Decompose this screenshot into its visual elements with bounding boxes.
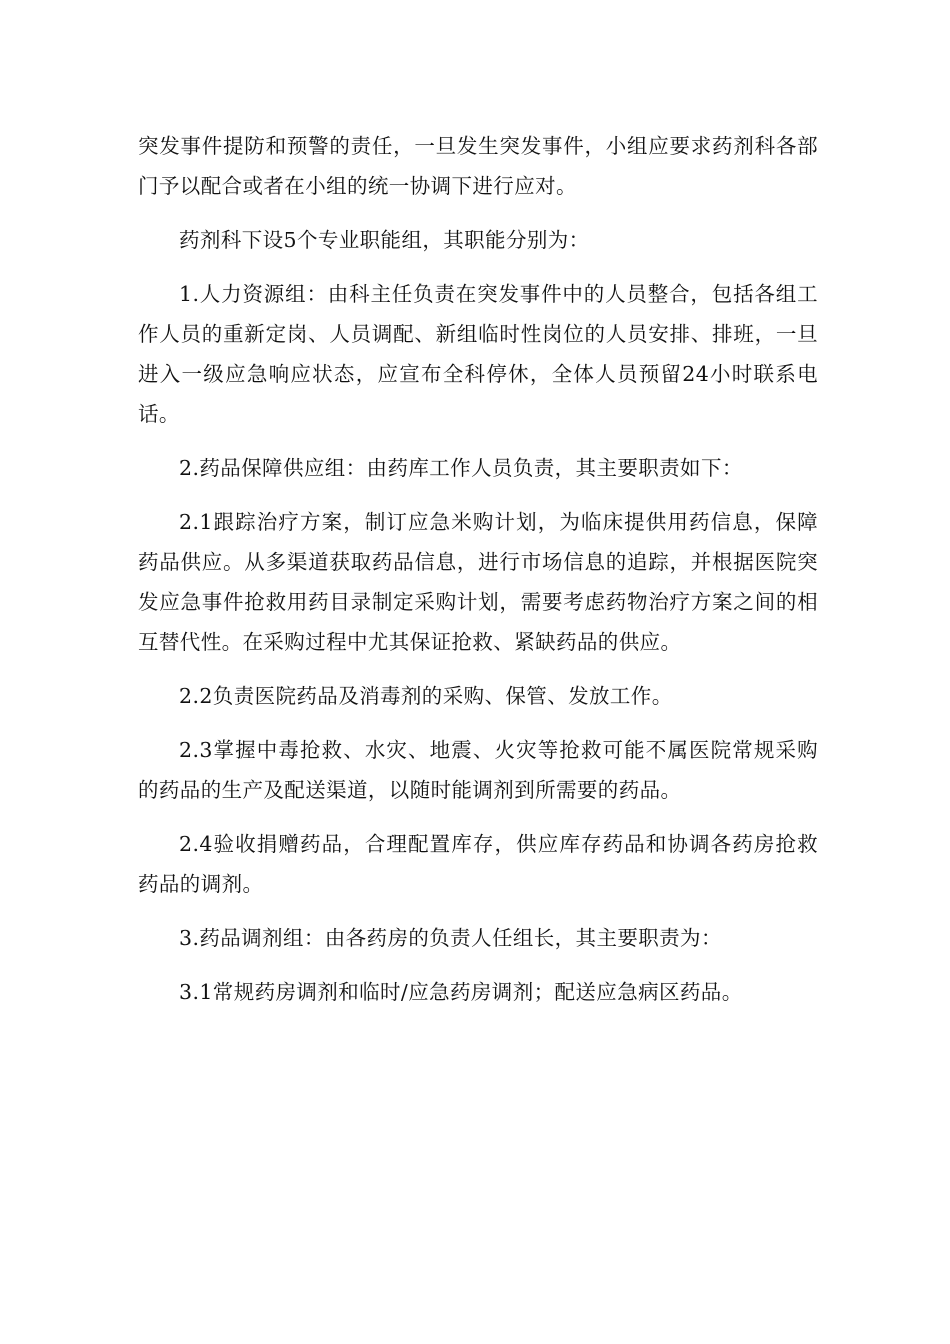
paragraph-drug-supply: 2.药品保障供应组：由药库工作人员负责，其主要职责如下： bbox=[179, 456, 743, 480]
paragraph-groups-intro: 药剂科下设5个专业职能组，其职能分别为： bbox=[179, 228, 590, 252]
document-body bbox=[138, 126, 818, 1026]
paragraph-item-2-3: 2.3掌握中毒抢救、水灾、地震、火灾等抢救可能不属医院常规采购的药品的生产及配送渠道，以随时能调剂到所需要的药品。 bbox=[138, 738, 818, 802]
paragraph-continuation: 突发事件提防和预警的责任，一旦发生突发事件，小组应要求药剂科各部门予以配合或者在小组的统一协调下进行应对。 bbox=[138, 134, 818, 198]
paragraph-human-resources: 1.人力资源组：由科主任负责在突发事件中的人员整合，包括各组工作人员的重新定岗、人员调配、新组临时性岗位的人员安排、排班，一旦进入一级应急响应状态，应宣布全科停休，全体人员预留24小时联系电话。 bbox=[138, 282, 818, 426]
paragraph-dispensing-group: 3.药品调剂组：由各药房的负责人任组长，其主要职责为： bbox=[179, 926, 722, 950]
paragraph-item-3-1: 3.1常规药房调剂和临时/应急药房调剂；配送应急病区药品。 bbox=[179, 980, 743, 1004]
paragraph-item-2-2: 2.2负责医院药品及消毒剂的采购、保管、发放工作。 bbox=[179, 684, 673, 708]
paragraph-item-2-4: 2.4验收捐赠药品，合理配置库存，供应库存药品和协调各药房抢救药品的调剂。 bbox=[138, 832, 818, 896]
paragraph-item-2-1: 2.1跟踪治疗方案，制订应急米购计划，为临床提供用药信息，保障药品供应。从多渠道获取药品信息，进行市场信息的追踪，并根据医院突发应急事件抢救用药目录制定采购计划，需要考虑药物治疗方案之间的相互替代性。在采购过程中尤其保证抢救、紧缺药品的供应。 bbox=[138, 510, 818, 654]
